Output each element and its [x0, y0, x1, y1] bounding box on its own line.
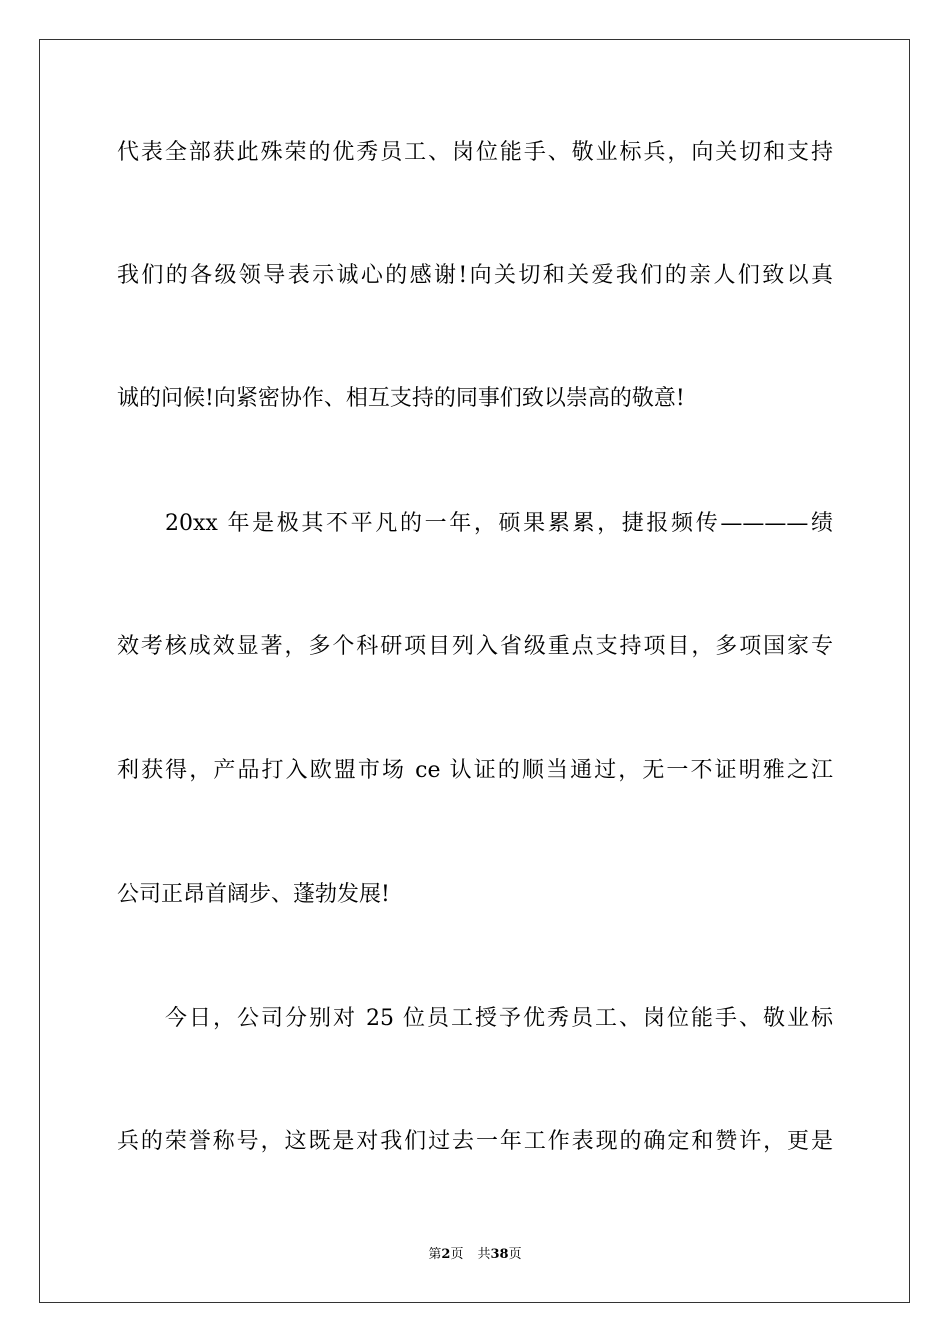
total-suffix: 页: [508, 1247, 522, 1262]
text-line: 效考核成效显著，多个科研项目列入省级重点支持项目，多项国家专: [117, 634, 833, 659]
text-line: 我们的各级领导表示诚心的感谢!向关切和关爱我们的亲人们致以真: [117, 263, 833, 288]
paragraph-first-line: 20xx 年是极其不平凡的一年，硕果累累，捷报频传————绩: [165, 511, 833, 536]
text-line: 利获得，产品打入欧盟市场 ce 认证的顺当通过，无一不证明雅之江: [117, 758, 833, 783]
paragraph-first-line: 今日，公司分别对 25 位员工授予优秀员工、岗位能手、敬业标: [165, 1006, 833, 1031]
text-line: 公司正昂首阔步、蓬勃发展!: [117, 882, 390, 907]
page-border: [39, 39, 910, 1303]
page-number: 2: [441, 1247, 451, 1262]
text-line: 兵的荣誉称号，这既是对我们过去一年工作表现的确定和赞许，更是: [117, 1129, 833, 1154]
total-prefix: 共: [477, 1247, 491, 1262]
text-line: 代表全部获此殊荣的优秀员工、岗位能手、敬业标兵，向关切和支持: [117, 140, 833, 165]
total-pages: 38: [490, 1247, 509, 1262]
page-footer: [0, 1246, 950, 1264]
text-line: 诚的问候!向紧密协作、相互支持的同事们致以崇高的敬意!: [117, 386, 685, 411]
page-prefix: 第: [428, 1247, 442, 1262]
page-suffix: 页: [450, 1247, 464, 1262]
